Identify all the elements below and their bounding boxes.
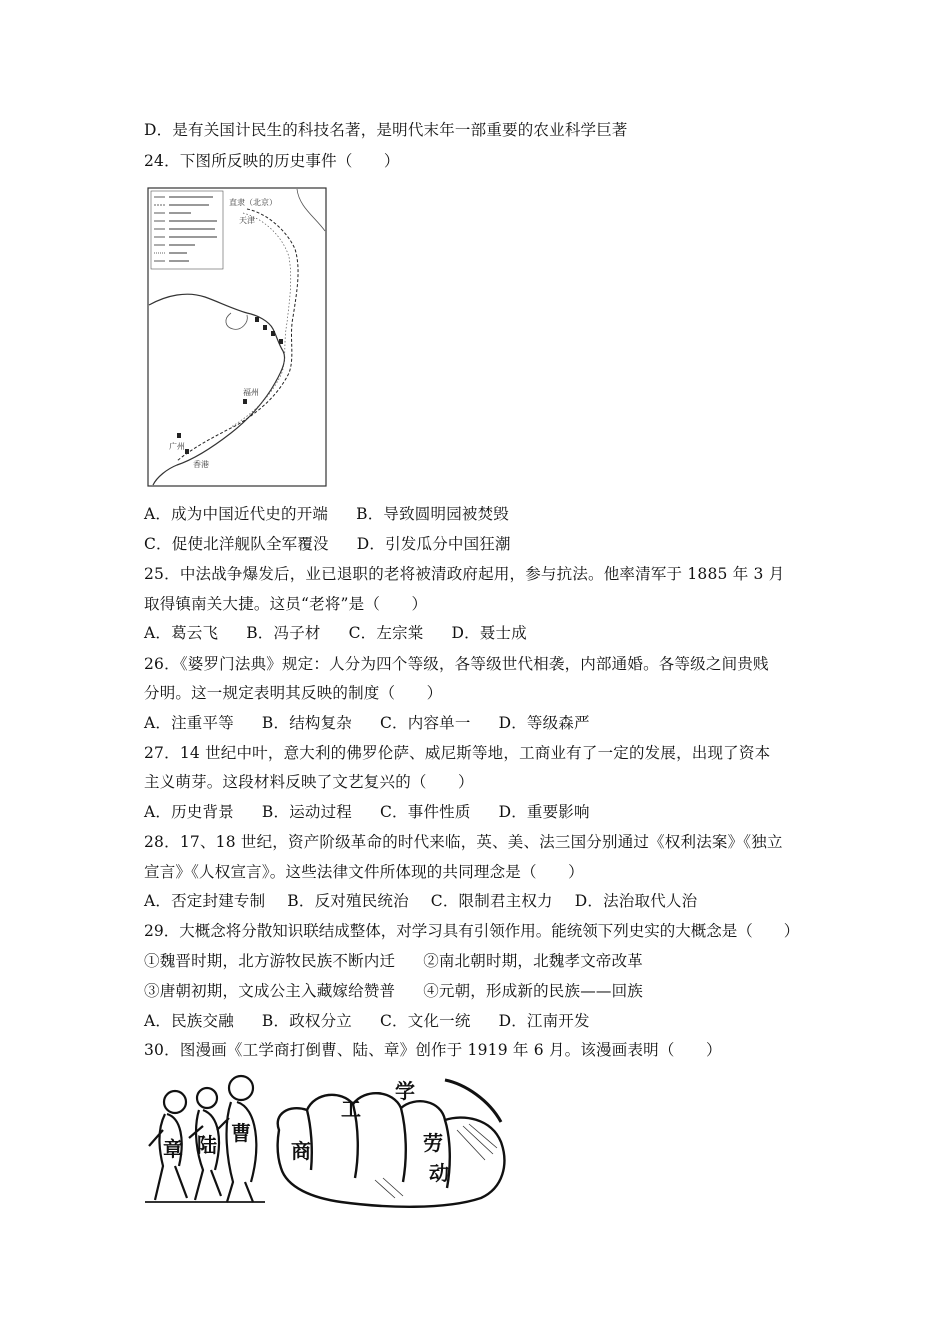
cartoon-char-lao: 劳 <box>423 1131 443 1155</box>
q29-facts-row1 <box>144 951 643 971</box>
q24-map <box>147 187 327 487</box>
q30-cartoon <box>145 1070 510 1215</box>
q25-option-b[interactable]: B．冯子材 <box>246 624 321 642</box>
q28-options <box>144 891 697 911</box>
q27-stem-line2: 主义萌芽。这段材料反映了文艺复兴的（ ） <box>144 773 474 791</box>
map-label-fuzhou: 福州 <box>243 388 259 397</box>
q29-option-d[interactable]: D．江南开发 <box>498 1012 590 1030</box>
cartoon-char-gong: 工 <box>341 1097 361 1121</box>
cartoon-char-dong: 动 <box>429 1161 449 1185</box>
q27-option-b[interactable]: B．运动过程 <box>261 803 352 821</box>
q28-option-d[interactable]: D．法治取代人治 <box>574 892 698 910</box>
q27-options <box>144 802 590 822</box>
map-label-beijing: 直隶（北京） <box>229 198 277 207</box>
cartoon-char-shang: 商 <box>291 1139 311 1163</box>
q28-option-c[interactable]: C．限制君主权力 <box>430 892 553 910</box>
q25-option-a[interactable]: A．葛云飞 <box>144 624 219 642</box>
map-label-hongkong: 香港 <box>193 460 209 469</box>
q24-options-row2 <box>144 534 511 554</box>
cartoon-char-cao: 曹 <box>231 1121 251 1145</box>
q26-option-b[interactable]: B．结构复杂 <box>261 714 352 732</box>
q29-fact-1: ①魏晋时期，北方游牧民族不断内迁 <box>144 952 396 970</box>
q26-option-a[interactable]: A．注重平等 <box>144 714 234 732</box>
q25-options <box>144 623 527 643</box>
q24-options-row1 <box>144 504 509 524</box>
q29-facts-row2 <box>144 981 643 1001</box>
q23-option-d: D．是有关国计民生的科技名著，是明代末年一部重要的农业科学巨著 <box>144 121 628 139</box>
cartoon-char-xue: 学 <box>395 1079 415 1103</box>
q26-stem-line2: 分明。这一规定表明其反映的制度（ ） <box>144 684 443 702</box>
q28-stem-line2: 宣言》《人权宣言》。这些法律文件所体现的共同理念是（ ） <box>144 863 584 881</box>
q24-stem: 24．下图所反映的历史事件（ ） <box>144 152 400 170</box>
q30-stem: 30．图漫画《工学商打倒曹、陆、章》创作于 1919 年 6 月。该漫画表明（ ） <box>144 1041 722 1059</box>
q24-option-d[interactable]: D．引发瓜分中国狂潮 <box>356 535 511 553</box>
map-label-tianjin: 天津 <box>239 216 255 225</box>
q24-option-a[interactable]: A．成为中国近代史的开端 <box>144 505 329 523</box>
map-label-guangzhou: 广州 <box>169 442 185 451</box>
q27-option-c[interactable]: C．事件性质 <box>380 803 471 821</box>
q28-option-b[interactable]: B．反对殖民统治 <box>287 892 409 910</box>
q26-option-d[interactable]: D．等级森严 <box>498 714 590 732</box>
q29-option-b[interactable]: B．政权分立 <box>261 1012 352 1030</box>
q29-stem: 29．大概念将分散知识联结成整体，对学习具有引领作用。能统领下列史实的大概念是（ ） <box>144 922 800 940</box>
q27-option-d[interactable]: D．重要影响 <box>498 803 590 821</box>
cartoon-svg <box>145 1070 510 1215</box>
cartoon-char-lu: 陆 <box>197 1133 217 1157</box>
q25-stem-line2: 取得镇南关大捷。这员“老将”是（ ） <box>144 595 428 613</box>
q24-option-c[interactable]: C．促使北洋舰队全军覆没 <box>144 535 329 553</box>
q25-stem-line1: 25．中法战争爆发后，业已退职的老将被清政府起用，参与抗法。他率清军于 1885 年 3 月 <box>144 565 785 583</box>
q26-stem-line1: 26．《婆罗门法典》规定：人分为四个等级，各等级世代相袭，内部通婚。各等级之间贵贱 <box>144 655 769 673</box>
q24-option-b[interactable]: B．导致圆明园被焚毁 <box>356 505 510 523</box>
q29-option-c[interactable]: C．文化一统 <box>380 1012 471 1030</box>
q29-fact-3: ③唐朝初期，文成公主入藏嫁给赞普 <box>144 982 396 1000</box>
q29-fact-2: ②南北朝时期，北魏孝文帝改革 <box>423 952 644 970</box>
q29-fact-4: ④元朝，形成新的民族——回族 <box>423 982 644 1000</box>
cartoon-char-zhang: 章 <box>163 1137 183 1161</box>
q29-option-a[interactable]: A．民族交融 <box>144 1012 234 1030</box>
q27-option-a[interactable]: A．历史背景 <box>144 803 234 821</box>
cartoon-fist <box>278 1080 505 1207</box>
map-svg <box>147 187 327 487</box>
q28-option-a[interactable]: A．否定封建专制 <box>144 892 266 910</box>
q28-stem-line1: 28．17、18 世纪，资产阶级革命的时代来临，英、美、法三国分别通过《权利法案》《独立 <box>144 833 783 851</box>
q26-options <box>144 713 590 733</box>
q29-options <box>144 1011 590 1031</box>
q25-option-c[interactable]: C．左宗棠 <box>348 624 424 642</box>
q27-stem-line1: 27．14 世纪中叶，意大利的佛罗伦萨、威尼斯等地，工商业有了一定的发展，出现了资本 <box>144 744 771 762</box>
q26-option-c[interactable]: C．内容单一 <box>380 714 471 732</box>
q25-option-d[interactable]: D．聂士成 <box>451 624 527 642</box>
